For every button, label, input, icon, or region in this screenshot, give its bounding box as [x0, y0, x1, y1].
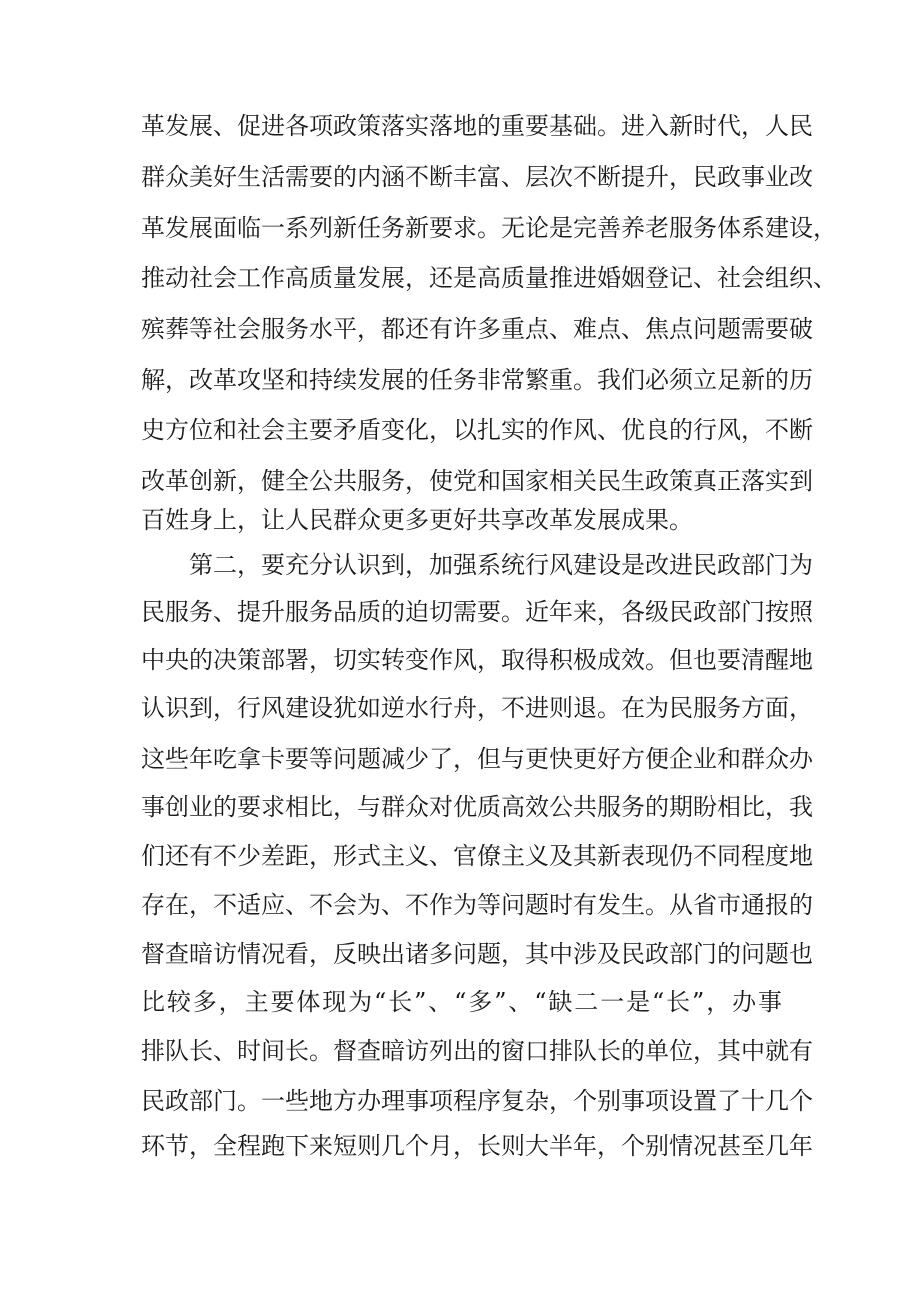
text-line: 比较多，主要体现为“长”、“多”、“缺二一是“长”，办事: [141, 988, 782, 1016]
text-line: 史方位和社会主要矛盾变化，以扎实的作风、优良的行风，不断: [141, 416, 813, 444]
text-line: 排队长、时间长。督查暗访列出的窗口排队长的单位，其中就有: [141, 1037, 813, 1065]
text-line: 民政部门。一些地方办理事项程序复杂，个别事项设置了十几个: [141, 1087, 813, 1115]
text-line: 群众美好生活需要的内涵不断丰富、层次不断提升，民政事业改: [141, 163, 813, 191]
text-line: 推动社会工作高质量发展，还是高质量推进婚姻登记、社会组织、: [141, 264, 837, 292]
text-line: 督查暗访情况看，反映出诸多问题，其中涉及民政部门的问题也: [141, 940, 813, 968]
text-line: 革发展面临一系列新任务新要求。无论是完善养老服务体系建设，: [141, 214, 837, 242]
text-line-indented: 第二，要充分认识到，加强系统行风建设是改进民政部门为: [189, 551, 813, 579]
text-line: 改革创新，健全公共服务，使党和国家相关民生政策真正落实到: [141, 467, 813, 495]
text-line: 认识到，行风建设犹如逆水行舟，不进则退。在为民服务方面，: [141, 694, 813, 722]
text-line: 民服务、提升服务品质的迫切需要。近年来，各级民政部门按照: [141, 598, 813, 626]
text-line: 们还有不少差距，形式主义、官僚主义及其新表现仍不同程度地: [141, 842, 813, 870]
text-line: 中央的决策部署，切实转变作风，取得积极成效。但也要清醒地: [141, 646, 813, 674]
text-line: 事创业的要求相比，与群众对优质高效公共服务的期盼相比，我: [141, 793, 813, 821]
text-line: 这些年吃拿卡要等问题减少了，但与更快更好方便企业和群众办: [141, 745, 813, 773]
text-line: 环节，全程跑下来短则几个月，长则大半年，个别情况甚至几年: [141, 1132, 813, 1160]
text-line: 存在，不适应、不会为、不作为等问题时有发生。从省市通报的: [141, 891, 813, 919]
text-line: 百姓身上，让人民群众更多更好共享改革发展成果。: [141, 506, 693, 534]
text-line: 殡葬等社会服务水平，都还有许多重点、难点、焦点问题需要破: [141, 315, 813, 343]
text-line: 解，改革攻坚和持续发展的任务非常繁重。我们必须立足新的历: [141, 366, 813, 394]
text-line: 革发展、促进各项政策落实落地的重要基础。进入新时代，人民: [141, 112, 813, 140]
